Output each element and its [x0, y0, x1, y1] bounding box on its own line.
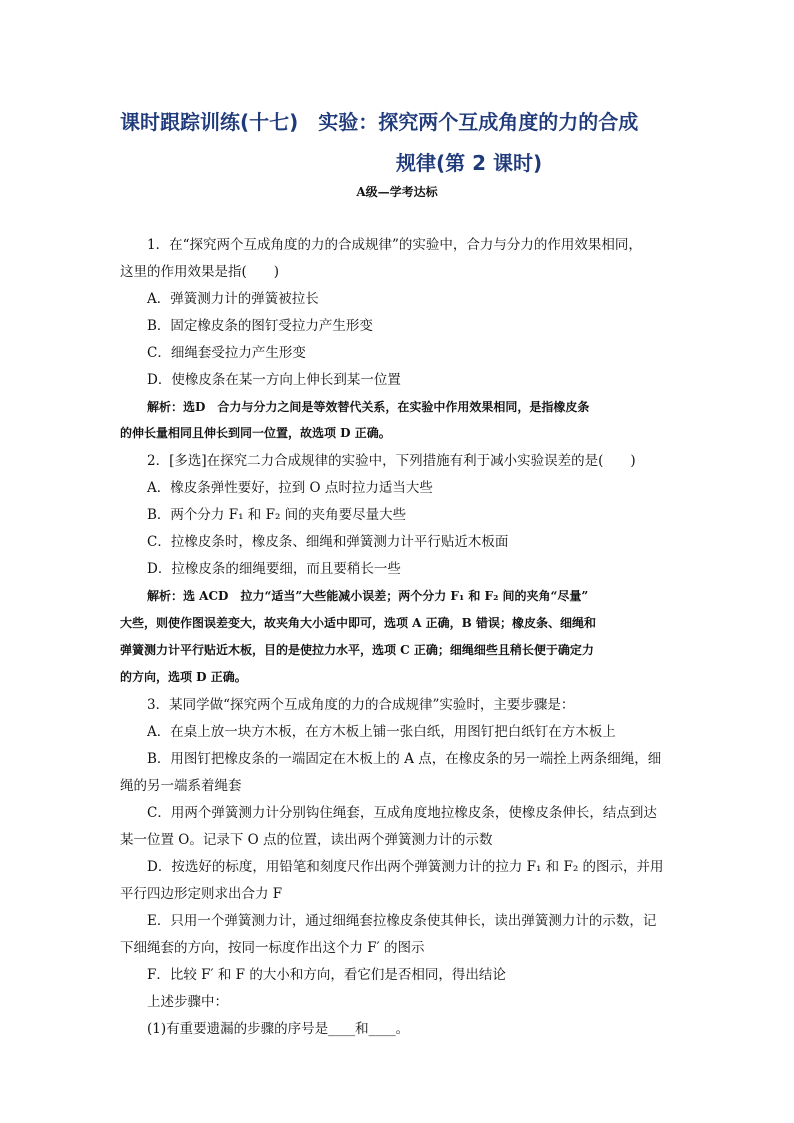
q3-above: 上述步骤中： [147, 994, 228, 1010]
q2-option-b: B．两个分力 F₁ 和 F₂ 间的夹角要尽量大些 [147, 507, 407, 523]
q3-step-b-cont: 绳的另一端系着绳套 [120, 778, 242, 794]
document-title-line1: 课时跟踪训练(十七) 实验：探究两个互成角度的力的合成 [120, 110, 639, 134]
q1-option-b: B．固定橡皮条的图钉受拉力产生形变 [147, 318, 373, 334]
q2-analysis-cont3: 的方向，选项 D 正确。 [120, 670, 247, 684]
q2-option-c: C．拉橡皮条时，橡皮条、细绳和弹簧测力计平行贴近木板面 [147, 534, 509, 550]
q2-analysis: 解析：选 ACD 拉力“适当”大些能减小误差；两个分力 F₁ 和 F₂ 间的夹角“尽量” [147, 589, 589, 603]
q3-step-d-cont: 平行四边形定则求出合力 F [120, 886, 283, 902]
document-title-line2: 规律(第 2 课时) [396, 151, 543, 175]
q2-option-a: A．橡皮条弹性要好，拉到 O 点时拉力适当大些 [147, 480, 433, 496]
q3-step-c-cont: 某一位置 O。记录下 O 点的位置，读出两个弹簧测力计的示数 [120, 832, 493, 848]
q1-analysis: 解析：选D 合力与分力之间是等效替代关系，在实验中作用效果相同，是指橡皮条 [147, 400, 590, 414]
q1-option-c: C．细绳套受拉力产生形变 [147, 345, 306, 361]
q3-sub1: (1)有重要遗漏的步骤的序号是____和____。 [147, 1021, 410, 1037]
q3-step-c: C．用两个弹簧测力计分别钩住绳套，互成角度地拉橡皮条，使橡皮条伸长，结点到达 [147, 805, 657, 821]
q3-step-f: F．比较 F′ 和 F 的大小和方向，看它们是否相同，得出结论 [147, 967, 506, 983]
q2-stem: 2．[多选]在探究二力合成规律的实验中，下列措施有利于减小实验误差的是( ) [147, 453, 636, 469]
q1-stem-cont: 这里的作用效果是指( ) [120, 264, 280, 280]
q2-analysis-cont2: 弹簧测力计平行贴近木板，目的是使拉力水平，选项 C 正确；细绳细些且稍长便于确定力 [120, 643, 594, 657]
q3-stem: 3．某同学做“探究两个互成角度的力的合成规律”实验时，主要步骤是： [147, 697, 575, 713]
q3-step-b: B．用图钉把橡皮条的一端固定在木板上的 A 点，在橡皮条的另一端拴上两条细绳，细 [147, 751, 662, 767]
q1-option-a: A．弹簧测力计的弹簧被拉长 [147, 291, 319, 307]
q3-step-e-cont: 下细绳套的方向，按同一标度作出这个力 F′ 的图示 [120, 940, 425, 956]
q3-step-d: D．按选好的标度，用铅笔和刻度尺作出两个弹簧测力计的拉力 F₁ 和 F₂ 的图示，并用 [147, 859, 664, 875]
q2-option-d: D．拉橡皮条的细绳要细，而且要稍长一些 [147, 561, 401, 577]
level-heading: A级—学考达标 [356, 185, 438, 199]
q3-step-a: A．在桌上放一块方木板，在方木板上铺一张白纸，用图钉把白纸钉在方木板上 [147, 724, 616, 740]
q2-analysis-cont1: 大些，则使作图误差变大，故夹角大小适中即可，选项 A 正确，B 错误；橡皮条、细绳和 [120, 616, 596, 630]
q1-stem: 1．在“探究两个互成角度的力的合成规律”的实验中，合力与分力的作用效果相同， [147, 237, 642, 253]
q1-option-d: D．使橡皮条在某一方向上伸长到某一位置 [147, 372, 401, 388]
q1-analysis-cont: 的伸长量相同且伸长到同一位置，故选项 D 正确。 [120, 426, 391, 440]
q3-step-e: E．只用一个弹簧测力计，通过细绳套拉橡皮条使其伸长，读出弹簧测力计的示数，记 [147, 913, 657, 929]
